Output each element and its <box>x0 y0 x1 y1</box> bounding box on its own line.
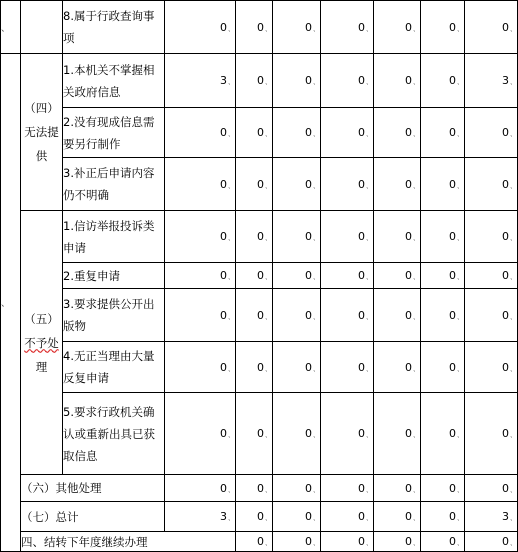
value-cell: 0、 <box>374 342 421 393</box>
value-cell: 0、 <box>374 263 421 289</box>
value-cell: 0、 <box>236 502 273 532</box>
value-cell: 0、 <box>236 475 273 502</box>
value-cell: 0、 <box>374 158 421 211</box>
value-cell: 0、 <box>374 108 421 158</box>
value-cell: 0、 <box>421 211 465 263</box>
value-cell: 3、 <box>465 54 518 108</box>
item-label: 5.要求行政机关确认或重新出具已获取信息 <box>63 393 165 475</box>
value-cell: 0、 <box>465 289 518 342</box>
value-cell: 3、 <box>465 502 518 532</box>
value-cell: 0、 <box>236 1 273 54</box>
table-row <box>1 158 518 211</box>
value-cell: 0、 <box>374 393 421 475</box>
item-label: 8.属于行政查询事项 <box>63 1 165 54</box>
item-label: 1.信访举报投诉类申请 <box>63 211 165 263</box>
table-row <box>1 532 518 552</box>
value-cell: 0、 <box>273 108 321 158</box>
value-cell: 0、 <box>321 263 374 289</box>
category-not-processed: （五）不予处理 <box>21 211 63 475</box>
value-cell: 0、 <box>273 393 321 475</box>
value-cell: 0、 <box>421 263 465 289</box>
value-cell: 0、 <box>421 475 465 502</box>
table-row <box>1 475 518 502</box>
value-cell: 0、 <box>236 393 273 475</box>
value-cell: 0、 <box>165 158 236 211</box>
value-cell: 0、 <box>236 54 273 108</box>
item-label: 2.没有现成信息需要另行制作 <box>63 108 165 158</box>
table-row <box>1 54 518 108</box>
value-cell: 0、 <box>236 158 273 211</box>
value-cell: 0、 <box>273 289 321 342</box>
value-cell: 0、 <box>236 108 273 158</box>
value-cell: 0、 <box>421 158 465 211</box>
value-cell: 0、 <box>165 289 236 342</box>
item-label: 4.无正当理由大量反复申请 <box>63 342 165 393</box>
value-cell: 0、 <box>421 108 465 158</box>
value-cell: 0、 <box>273 532 321 552</box>
value-cell: 0、 <box>165 342 236 393</box>
value-cell: 0、 <box>465 108 518 158</box>
item-label: 3.要求提供公开出版物 <box>63 289 165 342</box>
value-cell: 0、 <box>374 54 421 108</box>
value-cell: 0、 <box>465 342 518 393</box>
value-cell: 0、 <box>236 342 273 393</box>
value-cell: 0、 <box>321 1 374 54</box>
value-cell: 0、 <box>374 502 421 532</box>
value-cell: 0、 <box>465 475 518 502</box>
value-cell: 0、 <box>321 475 374 502</box>
category-cannot-provide: （四）无法提供 <box>21 54 63 211</box>
value-cell: 0、 <box>165 263 236 289</box>
table-row <box>1 502 518 532</box>
empty-category-cell <box>21 1 63 54</box>
group-marker-cell: 、 <box>1 54 21 552</box>
value-cell: 0、 <box>465 211 518 263</box>
value-cell: 3、 <box>165 502 236 532</box>
value-cell: 0、 <box>465 158 518 211</box>
value-cell: 0、 <box>374 211 421 263</box>
value-cell: 0、 <box>321 108 374 158</box>
value-cell: 0、 <box>374 289 421 342</box>
table-row <box>1 263 518 289</box>
value-cell: 0、 <box>236 532 273 552</box>
value-cell: 0、 <box>421 1 465 54</box>
value-cell: 0、 <box>321 393 374 475</box>
value-cell: 0、 <box>321 342 374 393</box>
value-cell: 0、 <box>165 1 236 54</box>
value-cell: 0、 <box>321 158 374 211</box>
value-cell: 0、 <box>374 475 421 502</box>
item-label: 1.本机关不掌握相关政府信息 <box>63 54 165 108</box>
value-cell: 0、 <box>165 108 236 158</box>
value-cell: 0、 <box>421 532 465 552</box>
value-cell: 0、 <box>273 342 321 393</box>
other-handling-label: （六）其他处理 <box>21 475 165 502</box>
value-cell: 0、 <box>374 1 421 54</box>
value-cell: 0、 <box>165 211 236 263</box>
value-cell: 0、 <box>165 393 236 475</box>
total-label: （七）总计 <box>21 502 165 532</box>
value-cell: 0、 <box>421 393 465 475</box>
value-cell: 0、 <box>374 532 421 552</box>
table-row <box>1 342 518 393</box>
table-row <box>1 211 518 263</box>
value-cell: 0、 <box>421 289 465 342</box>
value-cell: 0、 <box>465 1 518 54</box>
value-cell: 3、 <box>165 54 236 108</box>
value-cell: 0、 <box>321 211 374 263</box>
value-cell: 0、 <box>273 158 321 211</box>
value-cell: 0、 <box>165 475 236 502</box>
value-cell: 0、 <box>273 211 321 263</box>
value-cell: 0、 <box>273 475 321 502</box>
value-cell: 0、 <box>321 54 374 108</box>
value-cell: 0、 <box>236 211 273 263</box>
value-cell: 0、 <box>321 289 374 342</box>
value-cell: 0、 <box>273 1 321 54</box>
item-label: 3.补正后申请内容仍不明确 <box>63 158 165 211</box>
table-row <box>1 393 518 475</box>
table-row <box>1 108 518 158</box>
item-label: 2.重复申请 <box>63 263 165 289</box>
table-row <box>1 1 518 54</box>
table-row <box>1 289 518 342</box>
value-cell: 0、 <box>321 502 374 532</box>
value-cell: 0、 <box>465 393 518 475</box>
value-cell: 0、 <box>321 532 374 552</box>
value-cell: 0、 <box>236 263 273 289</box>
group-marker-cell: 、 <box>1 1 21 54</box>
value-cell: 0、 <box>273 502 321 532</box>
value-cell: 0、 <box>465 532 518 552</box>
value-cell: 0、 <box>273 263 321 289</box>
value-cell: 0、 <box>421 342 465 393</box>
value-cell: 0、 <box>465 263 518 289</box>
value-cell: 0、 <box>236 289 273 342</box>
value-cell: 0、 <box>273 54 321 108</box>
value-cell: 0、 <box>421 502 465 532</box>
carry-over-label: 四、结转下年度继续办理 <box>21 532 236 552</box>
value-cell: 0、 <box>421 54 465 108</box>
